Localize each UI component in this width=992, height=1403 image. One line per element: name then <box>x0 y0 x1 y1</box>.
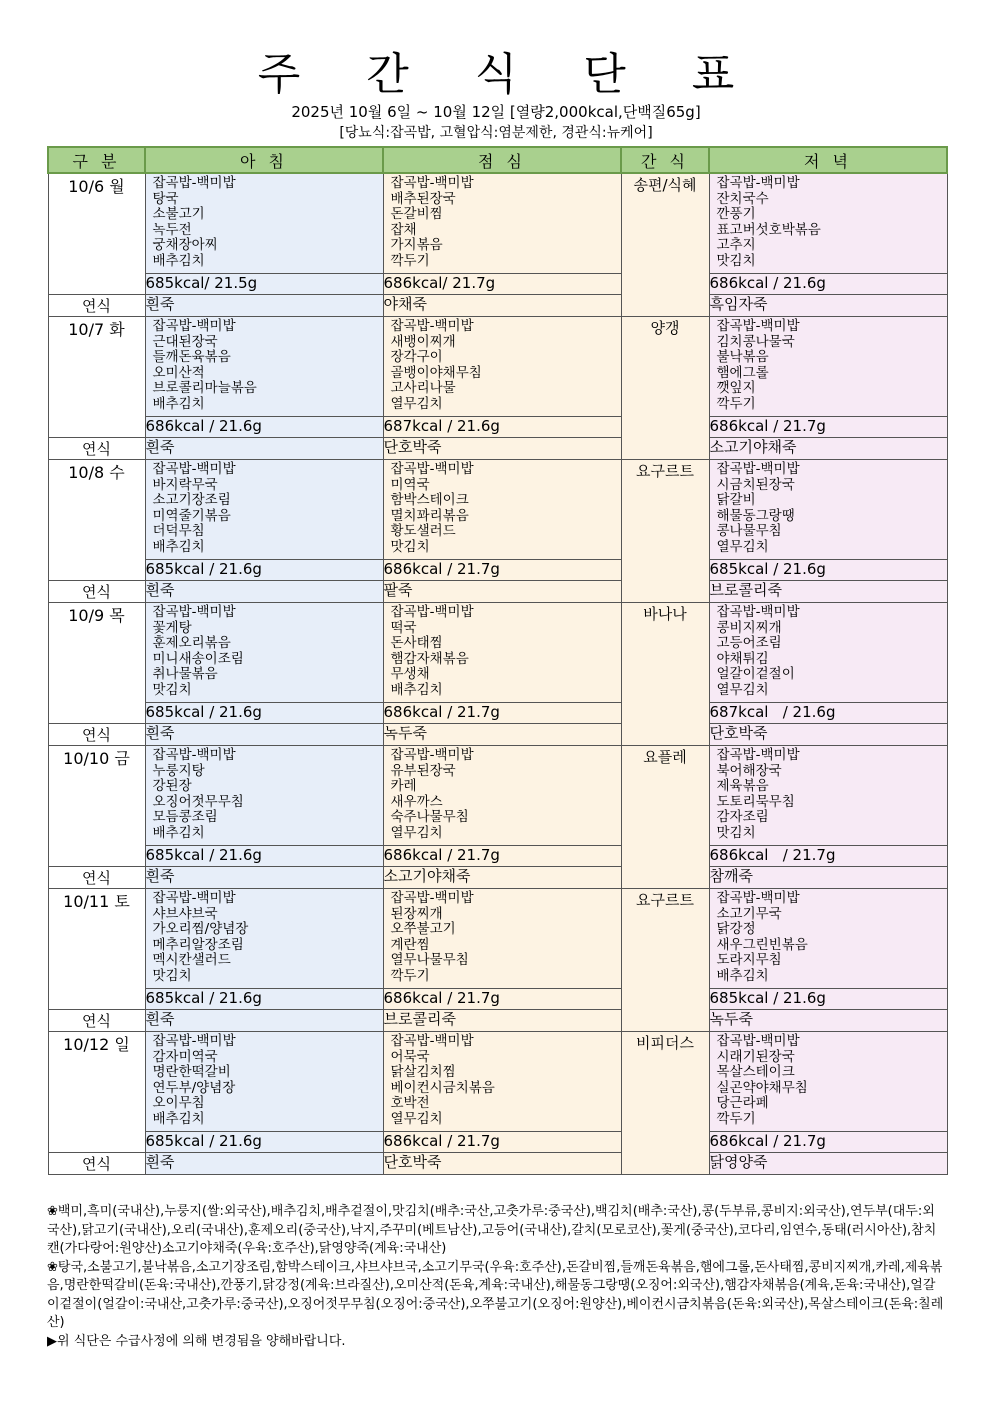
menu-item: 오미산적 <box>152 364 205 381</box>
breakfast-kcal: 685kcal / 21.6g <box>145 560 383 581</box>
soft-diet-row <box>48 1010 947 1032</box>
lunch-kcal: 686kcal / 21.7g <box>383 989 621 1010</box>
day-label: 10/6 월 <box>48 173 145 295</box>
menu-item: 더덕무침 <box>152 523 205 539</box>
menu-item: 베이컨시금치볶음 <box>390 1079 495 1096</box>
menu-item: 바지락무국 <box>152 476 218 493</box>
header-lunch: 점 심 <box>383 147 621 173</box>
menu-item: 해물동그랑땡 <box>716 507 795 524</box>
snack-cell: 요구르트 <box>621 889 709 1032</box>
menu-item: 열무김치 <box>390 824 443 841</box>
menu-item: 소고기장조림 <box>152 492 231 508</box>
day-row <box>48 317 947 417</box>
menu-item: 오징어젓무무침 <box>152 793 244 810</box>
lunch-soft: 녹두죽 <box>383 724 621 746</box>
menu-item: 호박전 <box>390 1095 430 1111</box>
day-label: 10/10 금 <box>48 746 145 867</box>
menu-item: 깐풍기 <box>716 206 756 222</box>
breakfast-kcal: 685kcal / 21.6g <box>145 703 383 724</box>
menu-item: 잡곡밥-백미밥 <box>390 604 474 620</box>
soft-diet-label: 연식 <box>48 867 145 889</box>
menu-item: 취나물볶음 <box>152 666 218 682</box>
menu-item: 맛김치 <box>716 824 756 841</box>
lunch-kcal: 686kcal / 21.7g <box>383 560 621 581</box>
lunch-menu <box>383 603 621 703</box>
menu-item: 꽃게탕 <box>152 619 192 636</box>
day-row <box>48 889 947 989</box>
dinner-kcal: 686kcal / 21.7g <box>709 846 947 867</box>
menu-item: 배추김치 <box>390 681 443 698</box>
dinner-menu <box>709 173 947 274</box>
dinner-kcal: 686kcal / 21.7g <box>709 417 947 438</box>
lunch-soft: 소고기야채죽 <box>383 867 621 889</box>
menu-item: 소불고기 <box>152 206 205 222</box>
menu-item: 김치콩나물국 <box>716 333 795 350</box>
menu-item: 북어해장국 <box>716 762 782 779</box>
snack-cell: 바나나 <box>621 603 709 746</box>
menu-item: 콩나물무침 <box>716 523 782 539</box>
day-label: 10/11 토 <box>48 889 145 1010</box>
menu-item: 깍두기 <box>716 395 756 412</box>
menu-item: 배추된장국 <box>390 190 456 207</box>
menu-item: 누룽지탕 <box>152 762 205 779</box>
menu-item: 햄감자채볶음 <box>390 650 469 667</box>
dinner-soft: 참깨죽 <box>709 867 947 889</box>
menu-item: 맛김치 <box>152 967 192 984</box>
menu-item: 녹두전 <box>152 221 192 238</box>
menu-item: 잡곡밥-백미밥 <box>716 890 800 906</box>
day-label: 10/8 수 <box>48 460 145 581</box>
dinner-kcal: 686kcal / 21.6g <box>709 274 947 295</box>
note-line: ❀백미,흑미(국내산),누룽지(쌀:외국산),배추김치,배추겉절이,맛김치(배추:국산,고춧가루:중국산),백김치(배추:국산),콩(두부류,콩비지:외국산),연두부(대두:외국산),닭고기(국내산),오리(국내산),훈제오리(중국산),낙지,주꾸미(베트남산),고등어(국내산),갈치(모로코산),꽃게(중국산),코다리,임연수,동태(러시아산),참치캔(가다랑어:원양산)소고기야채죽(우육:호주산),닭영양죽(계육:국내산) <box>47 1204 937 1256</box>
menu-item: 연두부/양념장 <box>152 1079 236 1096</box>
soft-diet-label: 연식 <box>48 1153 145 1175</box>
lunch-menu <box>383 1032 621 1132</box>
breakfast-soft: 흰죽 <box>145 867 383 889</box>
lunch-menu <box>383 173 621 274</box>
menu-item: 닭살김치찜 <box>390 1064 456 1080</box>
snack-cell: 요구르트 <box>621 460 709 603</box>
menu-items <box>384 174 621 273</box>
header-gubun: 구 분 <box>48 147 145 173</box>
menu-item: 잡곡밥-백미밥 <box>152 461 236 477</box>
menu-item: 잡곡밥-백미밥 <box>390 461 474 477</box>
lunch-kcal: 686kcal/ 21.7g <box>383 274 621 295</box>
menu-item: 근대된장국 <box>152 333 218 350</box>
note-line: ▶위 식단은 수급사정에 의해 변경됨을 양해바랍니다. <box>47 1333 346 1349</box>
menu-item: 제육볶음 <box>716 778 769 794</box>
soft-diet-row <box>48 867 947 889</box>
menu-item: 닭갈비 <box>716 492 756 508</box>
dinner-soft: 흑임자죽 <box>709 295 947 317</box>
breakfast-menu <box>145 173 383 274</box>
diet-note: [당뇨식:잡곡밥, 고혈압식:염분제한, 경관식:뉴케어] <box>339 125 653 141</box>
dinner-soft: 단호박죽 <box>709 724 947 746</box>
soft-diet-label: 연식 <box>48 1010 145 1032</box>
menu-item: 배추김치 <box>716 967 769 984</box>
breakfast-menu <box>145 746 383 846</box>
kcal-row <box>48 274 947 295</box>
menu-item: 열무김치 <box>716 681 769 698</box>
menu-item: 당근라페 <box>716 1095 769 1111</box>
menu-item: 도라지무침 <box>716 952 782 968</box>
menu-item: 잡곡밥-백미밥 <box>152 747 236 763</box>
menu-item: 맛김치 <box>152 681 192 698</box>
menu-item: 닭강정 <box>716 921 756 937</box>
lunch-menu <box>383 746 621 846</box>
menu-item: 탕국 <box>152 190 179 207</box>
menu-item: 잡곡밥-백미밥 <box>716 175 800 191</box>
day-row <box>48 173 947 274</box>
menu-item: 미역줄기볶음 <box>152 507 231 524</box>
lunch-soft: 팥죽 <box>383 581 621 603</box>
menu-item: 감자조림 <box>716 809 769 825</box>
menu-item: 오이무침 <box>152 1095 205 1111</box>
day-row <box>48 1032 947 1132</box>
breakfast-menu <box>145 460 383 560</box>
menu-items <box>384 1032 621 1131</box>
menu-item: 잡곡밥-백미밥 <box>390 318 474 334</box>
menu-item: 미니새송이조림 <box>152 650 244 667</box>
menu-item: 열무나물무침 <box>390 952 469 968</box>
kcal-row <box>48 560 947 581</box>
menu-items <box>384 746 621 845</box>
menu-item: 잡곡밥-백미밥 <box>716 747 800 763</box>
soft-diet-label: 연식 <box>48 724 145 746</box>
menu-items <box>384 317 621 416</box>
menu-item: 메추리알장조림 <box>152 936 244 953</box>
note-line: ❀탕국,소불고기,불낙볶음,소고기장조림,함박스테이크,샤브샤브국,소고기무국(우육:호주산),돈갈비찜,들깨돈육볶음,햄에그롤,돈사태찜,콩비지찌개,카레,제육볶음,명란한떡갈비(돈육:국내산),깐풍기,닭강정(계육:브라질산),오미산적(돈육,계육:국내산),해물동그랑땡(오징어:외국산),햄감자채볶음(계육,돈육:국내산),얼갈이겉절이(얼갈이:국내산,고춧가루:중국산),오징어젓무무침(오징어:중국산),오쭈불고기(오징어:원양산),베이컨시금치볶음(돈육:외국산),목살스테이크(돈육:칠레산) <box>47 1259 944 1330</box>
menu-item: 배추김치 <box>152 395 205 412</box>
dinner-menu <box>709 317 947 417</box>
dinner-menu <box>709 1032 947 1132</box>
menu-items <box>710 746 947 845</box>
menu-items <box>710 603 947 702</box>
menu-item: 열무김치 <box>390 395 443 412</box>
menu-item: 잡곡밥-백미밥 <box>390 890 474 906</box>
menu-item: 새우그린빈볶음 <box>716 936 808 953</box>
day-row <box>48 746 947 846</box>
header-row <box>48 147 947 173</box>
menu-table <box>47 146 948 1175</box>
menu-item: 깍두기 <box>716 1110 756 1127</box>
menu-items <box>146 174 383 273</box>
menu-item: 배추김치 <box>152 1110 205 1127</box>
lunch-kcal: 686kcal / 21.7g <box>383 703 621 724</box>
kcal-row <box>48 1132 947 1153</box>
menu-items <box>710 889 947 988</box>
menu-items <box>710 317 947 416</box>
page-title: 주 간 식 단 표 <box>257 49 761 100</box>
menu-items <box>384 603 621 702</box>
menu-item: 오쭈불고기 <box>390 921 456 937</box>
menu-item: 잡곡밥-백미밥 <box>390 1033 474 1049</box>
menu-item: 무생채 <box>390 666 430 682</box>
breakfast-soft: 흰죽 <box>145 1153 383 1175</box>
menu-item: 새뱅이찌개 <box>390 333 456 350</box>
menu-item: 배추김치 <box>152 824 205 841</box>
menu-item: 잡곡밥-백미밥 <box>390 747 474 763</box>
menu-items <box>710 460 947 559</box>
menu-item: 배추김치 <box>152 252 205 269</box>
menu-item: 도토리묵무침 <box>716 793 795 810</box>
menu-item: 시금치된장국 <box>716 476 795 493</box>
dinner-menu <box>709 603 947 703</box>
breakfast-menu <box>145 889 383 989</box>
day-label: 10/7 화 <box>48 317 145 438</box>
soft-diet-row <box>48 438 947 460</box>
header-dinner: 저 녁 <box>709 147 947 173</box>
menu-items <box>146 603 383 702</box>
menu-item: 가지볶음 <box>390 237 443 253</box>
dinner-kcal: 686kcal / 21.7g <box>709 1132 947 1153</box>
breakfast-kcal: 685kcal / 21.6g <box>145 846 383 867</box>
menu-item: 잔치국수 <box>716 190 769 207</box>
kcal-row <box>48 846 947 867</box>
breakfast-soft: 흰죽 <box>145 295 383 317</box>
breakfast-menu <box>145 603 383 703</box>
dinner-kcal: 687kcal / 21.6g <box>709 703 947 724</box>
menu-item: 잡곡밥-백미밥 <box>152 1033 236 1049</box>
day-row <box>48 460 947 560</box>
menu-item: 궁채장아찌 <box>152 237 218 253</box>
day-row <box>48 603 947 703</box>
menu-items <box>146 746 383 845</box>
menu-item: 브로콜리마늘볶음 <box>152 380 257 396</box>
breakfast-menu <box>145 317 383 417</box>
soft-diet-row <box>48 724 947 746</box>
dinner-menu <box>709 746 947 846</box>
menu-item: 열무김치 <box>716 538 769 555</box>
menu-item: 실곤약야채무침 <box>716 1079 808 1096</box>
menu-item: 야채튀김 <box>716 650 769 667</box>
menu-items <box>146 460 383 559</box>
lunch-soft: 단호박죽 <box>383 438 621 460</box>
breakfast-soft: 흰죽 <box>145 1010 383 1032</box>
menu-item: 돈갈비찜 <box>390 206 443 222</box>
menu-item: 표고버섯호박볶음 <box>716 221 821 238</box>
kcal-row <box>48 989 947 1010</box>
menu-item: 잡곡밥-백미밥 <box>152 890 236 906</box>
menu-items <box>710 174 947 273</box>
menu-item: 훈제오리볶음 <box>152 635 231 651</box>
menu-item: 고사리나물 <box>390 380 456 396</box>
menu-item: 멸치꽈리볶음 <box>390 507 469 524</box>
menu-item: 숙주나물무침 <box>390 809 469 825</box>
snack-cell: 송편/식혜 <box>621 173 709 317</box>
lunch-kcal: 686kcal / 21.7g <box>383 846 621 867</box>
breakfast-soft: 흰죽 <box>145 438 383 460</box>
breakfast-kcal: 685kcal/ 21.5g <box>145 274 383 295</box>
breakfast-kcal: 685kcal / 21.6g <box>145 989 383 1010</box>
menu-items <box>146 317 383 416</box>
menu-item: 맛김치 <box>716 252 756 269</box>
menu-items <box>710 1032 947 1131</box>
dinner-soft: 닭영양죽 <box>709 1153 947 1175</box>
menu-item: 계란찜 <box>390 936 430 953</box>
menu-item: 목살스테이크 <box>716 1064 795 1080</box>
menu-item: 잡곡밥-백미밥 <box>716 1033 800 1049</box>
menu-item: 맛김치 <box>390 538 430 555</box>
menu-items <box>146 889 383 988</box>
lunch-soft: 브로콜리죽 <box>383 1010 621 1032</box>
menu-item: 강된장 <box>152 778 192 794</box>
menu-items <box>146 1032 383 1131</box>
origin-notes <box>47 1203 946 1351</box>
menu-item: 고추지 <box>716 237 756 253</box>
menu-item: 잡곡밥-백미밥 <box>716 461 800 477</box>
menu-item: 들깨돈육볶음 <box>152 349 231 365</box>
lunch-menu <box>383 460 621 560</box>
soft-diet-row <box>48 1153 947 1175</box>
menu-item: 떡국 <box>390 619 417 636</box>
dinner-menu <box>709 889 947 989</box>
dinner-kcal: 685kcal / 21.6g <box>709 989 947 1010</box>
soft-diet-label: 연식 <box>48 438 145 460</box>
kcal-row <box>48 703 947 724</box>
lunch-soft: 단호박죽 <box>383 1153 621 1175</box>
menu-item: 장각구이 <box>390 349 443 365</box>
soft-diet-row <box>48 295 947 317</box>
breakfast-soft: 흰죽 <box>145 724 383 746</box>
soft-diet-label: 연식 <box>48 295 145 317</box>
lunch-kcal: 686kcal / 21.7g <box>383 1132 621 1153</box>
menu-item: 감자미역국 <box>152 1048 218 1065</box>
menu-item: 된장찌개 <box>390 905 443 922</box>
soft-diet-label: 연식 <box>48 581 145 603</box>
dinner-menu <box>709 460 947 560</box>
menu-item: 황도샐러드 <box>390 523 456 539</box>
menu-item: 콩비지찌개 <box>716 619 782 636</box>
date-range: 2025년 10월 6일 ~ 10월 12일 [열량2,000kcal,단백질65g] <box>291 103 701 121</box>
day-label: 10/12 일 <box>48 1032 145 1153</box>
header-breakfast: 아 침 <box>145 147 383 173</box>
menu-item: 소고기무국 <box>716 905 782 922</box>
menu-item: 잡곡밥-백미밥 <box>716 318 800 334</box>
menu-item: 불낙볶음 <box>716 349 769 365</box>
lunch-soft: 야채죽 <box>383 295 621 317</box>
menu-item: 잡채 <box>390 221 417 238</box>
menu-item: 깻잎지 <box>716 380 756 396</box>
lunch-menu <box>383 317 621 417</box>
snack-cell: 양갱 <box>621 317 709 460</box>
menu-item: 시래기된장국 <box>716 1048 795 1065</box>
menu-item: 명란한떡갈비 <box>152 1064 231 1080</box>
menu-item: 깍두기 <box>390 252 430 269</box>
menu-item: 얼갈이겉절이 <box>716 666 795 682</box>
menu-items <box>384 460 621 559</box>
menu-item: 새우까스 <box>390 793 443 810</box>
dinner-soft: 녹두죽 <box>709 1010 947 1032</box>
lunch-menu <box>383 889 621 989</box>
menu-item: 깍두기 <box>390 967 430 984</box>
menu-item: 함박스테이크 <box>390 492 469 508</box>
day-label: 10/9 목 <box>48 603 145 724</box>
menu-item: 어묵국 <box>390 1048 430 1065</box>
menu-item: 가오리찜/양념장 <box>152 921 249 937</box>
dinner-kcal: 685kcal / 21.6g <box>709 560 947 581</box>
menu-item: 잡곡밥-백미밥 <box>152 604 236 620</box>
dinner-soft: 소고기야채죽 <box>709 438 947 460</box>
breakfast-menu <box>145 1032 383 1132</box>
menu-item: 고등어조림 <box>716 635 782 651</box>
menu-item: 카레 <box>390 778 417 794</box>
dinner-soft: 브로콜리죽 <box>709 581 947 603</box>
lunch-kcal: 687kcal / 21.6g <box>383 417 621 438</box>
menu-item: 골뱅이야채무침 <box>390 364 482 381</box>
menu-items <box>384 889 621 988</box>
breakfast-kcal: 685kcal / 21.6g <box>145 1132 383 1153</box>
menu-item: 모듬콩조림 <box>152 809 218 825</box>
snack-cell: 비피더스 <box>621 1032 709 1175</box>
breakfast-kcal: 686kcal / 21.6g <box>145 417 383 438</box>
menu-item: 유부된장국 <box>390 762 456 779</box>
breakfast-soft: 흰죽 <box>145 581 383 603</box>
soft-diet-row <box>48 581 947 603</box>
menu-item: 배추김치 <box>152 538 205 555</box>
menu-item: 잡곡밥-백미밥 <box>390 175 474 191</box>
kcal-row <box>48 417 947 438</box>
menu-item: 샤브샤브국 <box>152 905 218 922</box>
menu-item: 멕시칸샐러드 <box>152 952 231 968</box>
menu-item: 잡곡밥-백미밥 <box>152 175 236 191</box>
menu-item: 잡곡밥-백미밥 <box>152 318 236 334</box>
menu-item: 돈사태찜 <box>390 635 443 651</box>
header-snack: 간 식 <box>621 147 709 173</box>
menu-item: 잡곡밥-백미밥 <box>716 604 800 620</box>
snack-cell: 요플레 <box>621 746 709 889</box>
menu-item: 미역국 <box>390 476 430 493</box>
menu-item: 열무김치 <box>390 1110 443 1127</box>
menu-item: 햄에그롤 <box>716 364 769 381</box>
